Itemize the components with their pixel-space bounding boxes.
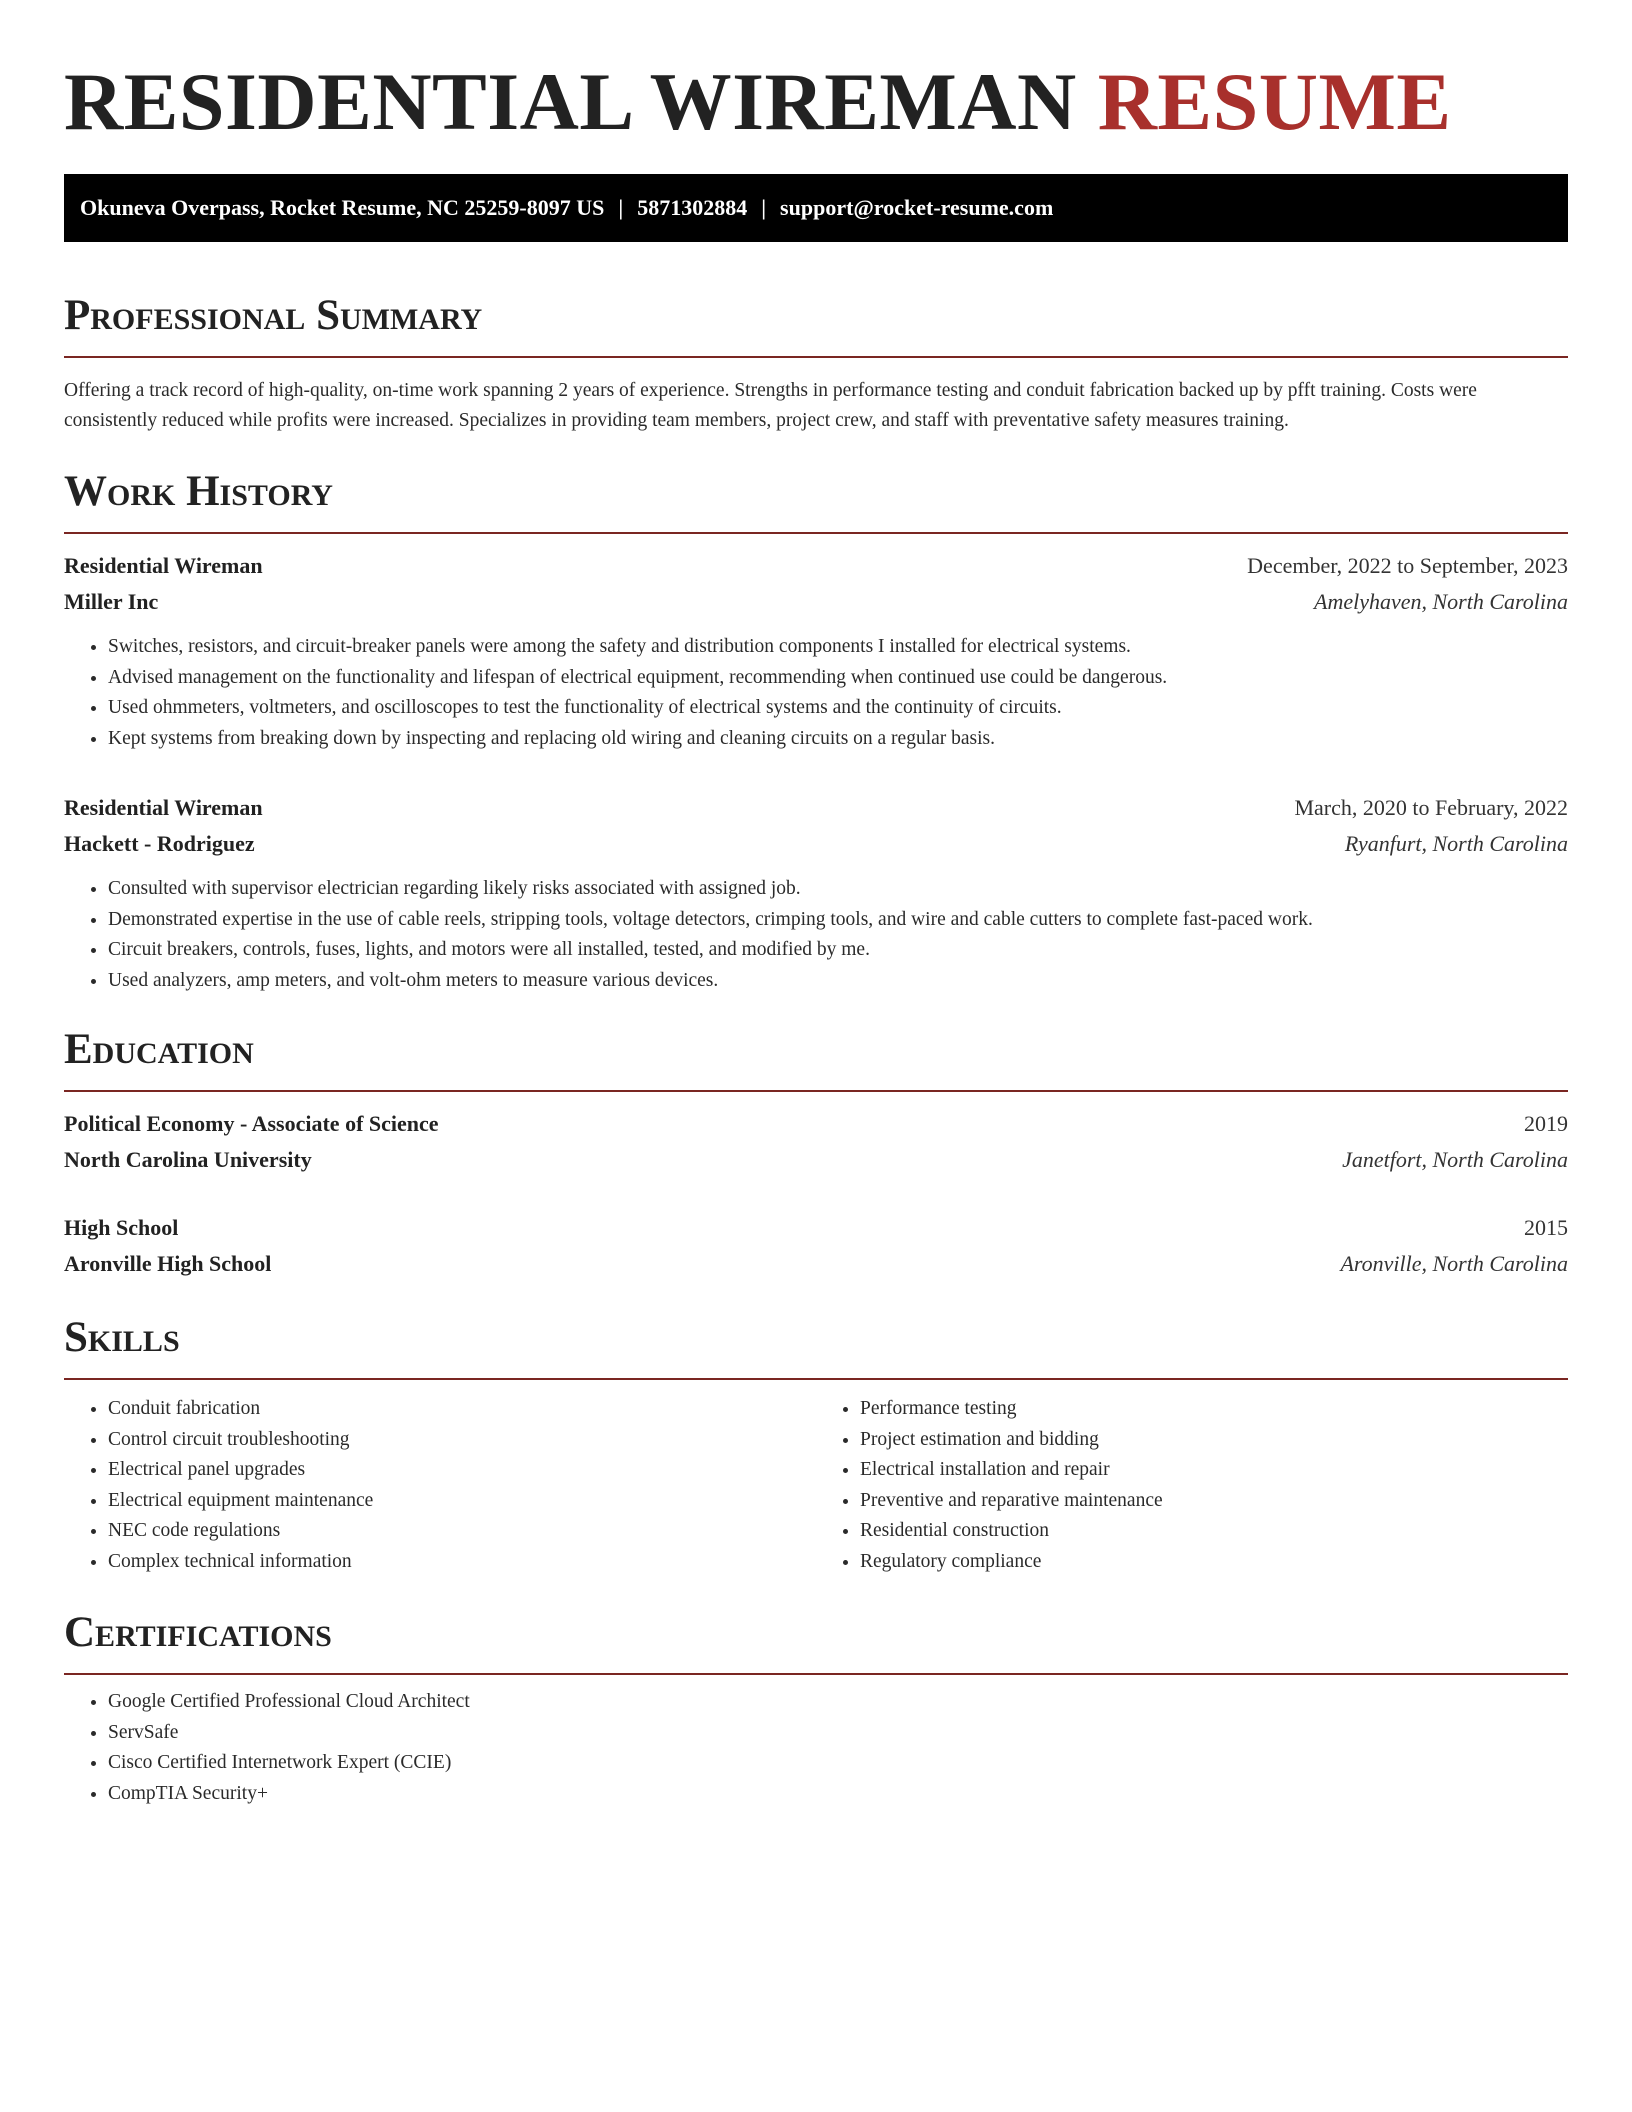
section-heading-summary: Professional Summary <box>64 292 483 339</box>
summary-text: Offering a track record of high-quality, on-time work spanning 2 years of experience. Strengths in performance testing and conduit fabrication backed up by pfft training. Costs were consistently reduced while profits were increased. Specializes in providing team members, project crew, and staff with preventative safety measures training. <box>64 380 1477 431</box>
contact-separator: | <box>618 195 624 220</box>
section-divider <box>64 356 1568 358</box>
education-header-row <box>64 1210 1568 1246</box>
section-heading-certifications: Certifications <box>64 1609 332 1656</box>
job-bullet: • Consulted with supervisor electrician regarding likely risks associated with assigned job. <box>108 874 1568 905</box>
skill-item: • Preventive and reparative maintenance <box>860 1486 1568 1517</box>
skill-item: • Regulatory compliance <box>860 1547 1568 1578</box>
skills-grid <box>64 1394 1568 1577</box>
page-title <box>64 0 1568 150</box>
certifications-section <box>64 1607 1568 1809</box>
contact-separator: | <box>761 195 767 220</box>
education-degree: Political Economy - Associate of Science <box>64 1111 439 1136</box>
education-header-row <box>64 1106 1568 1142</box>
job-location: Ryanfurt, North Carolina <box>1344 831 1568 856</box>
job-bullet: • Circuit breakers, controls, fuses, lights, and motors were all installed, tested, and modified by me. <box>108 935 1568 966</box>
skills-list <box>816 1394 1568 1577</box>
job-company: Miller Inc <box>64 589 159 614</box>
certification-item: • Cisco Certified Internetwork Expert (CCIE) <box>108 1748 1568 1779</box>
job-bullet: • Switches, resistors, and circuit-breaker panels were among the safety and distribution components I installed for electrical systems. <box>108 632 1568 663</box>
job-company: Hackett - Rodriguez <box>64 831 255 856</box>
title-accent: RESUME <box>1097 56 1452 147</box>
job-bullet: • Advised management on the functionality and lifespan of electrical equipment, recommending when continued use could be dangerous. <box>108 663 1568 694</box>
job-bullet: • Kept systems from breaking down by inspecting and replacing old wiring and cleaning circuits on a regular basis. <box>108 724 1568 755</box>
job-bullet: • Demonstrated expertise in the use of cable reels, stripping tools, voltage detectors, crimping tools, and wire and cable cutters to complete fast-paced work. <box>108 905 1568 936</box>
skill-item: • Conduit fabrication <box>108 1394 816 1425</box>
job-header-row <box>64 790 1568 826</box>
job-location: Amelyhaven, North Carolina <box>1314 589 1568 614</box>
education-degree: High School <box>64 1215 179 1240</box>
education-school-row <box>64 1246 1568 1282</box>
certification-item: • ServSafe <box>108 1718 1568 1749</box>
certifications-list <box>64 1687 1568 1809</box>
title-main: RESIDENTIAL WIREMAN <box>64 56 1077 147</box>
job-company-row <box>64 584 1568 620</box>
skill-item: • Project estimation and bidding <box>860 1425 1568 1456</box>
education-location: Aronville, North Carolina <box>1340 1251 1568 1276</box>
job-bullet: • Used ohmmeters, voltmeters, and oscilloscopes to test the functionality of electrical systems and the continuity of circuits. <box>108 693 1568 724</box>
job-dates: March, 2020 to February, 2022 <box>1294 795 1568 820</box>
job-entry <box>64 790 1568 996</box>
education-location: Janetfort, North Carolina <box>1342 1147 1568 1172</box>
education-school: North Carolina University <box>64 1147 312 1172</box>
work-history-section <box>64 466 1568 996</box>
skill-item: • NEC code regulations <box>108 1516 816 1547</box>
section-heading-skills: Skills <box>64 1314 180 1361</box>
skill-item: • Electrical installation and repair <box>860 1455 1568 1486</box>
education-section <box>64 1024 1568 1282</box>
education-entry <box>64 1106 1568 1178</box>
job-bullet: • Used analyzers, amp meters, and volt-ohm meters to measure various devices. <box>108 966 1568 997</box>
education-year: 2019 <box>1524 1111 1568 1136</box>
education-school-row <box>64 1142 1568 1178</box>
education-year: 2015 <box>1524 1215 1568 1240</box>
skill-item: • Control circuit troubleshooting <box>108 1425 816 1456</box>
skills-column-right <box>816 1394 1568 1577</box>
job-company-row <box>64 826 1568 862</box>
job-entry <box>64 548 1568 754</box>
section-divider <box>64 1378 1568 1380</box>
job-header-row <box>64 548 1568 584</box>
job-title: Residential Wireman <box>64 553 263 578</box>
skill-item: • Electrical equipment maintenance <box>108 1486 816 1517</box>
skills-section <box>64 1312 1568 1577</box>
skill-item: • Complex technical information <box>108 1547 816 1578</box>
skills-column-left <box>64 1394 816 1577</box>
certification-item: • Google Certified Professional Cloud Architect <box>108 1687 1568 1718</box>
education-entry <box>64 1210 1568 1282</box>
skill-item: • Electrical panel upgrades <box>108 1455 816 1486</box>
summary-section <box>64 290 1568 436</box>
contact-email[interactable]: support@rocket-resume.com <box>780 195 1054 220</box>
certification-item: • CompTIA Security+ <box>108 1779 1568 1810</box>
section-divider <box>64 1090 1568 1092</box>
skills-list <box>64 1394 816 1577</box>
contact-phone[interactable]: 5871302884 <box>637 195 748 220</box>
contact-address: Okuneva Overpass, Rocket Resume, NC 25259-8097 US <box>80 195 605 220</box>
job-bullets <box>64 874 1568 996</box>
job-bullets <box>64 632 1568 754</box>
skill-item: • Residential construction <box>860 1516 1568 1547</box>
section-divider <box>64 1673 1568 1675</box>
section-divider <box>64 532 1568 534</box>
education-school: Aronville High School <box>64 1251 272 1276</box>
contact-bar <box>64 174 1568 242</box>
job-title: Residential Wireman <box>64 795 263 820</box>
section-heading-work: Work History <box>64 468 333 515</box>
section-heading-education: Education <box>64 1026 254 1073</box>
job-dates: December, 2022 to September, 2023 <box>1247 553 1568 578</box>
skill-item: • Performance testing <box>860 1394 1568 1425</box>
